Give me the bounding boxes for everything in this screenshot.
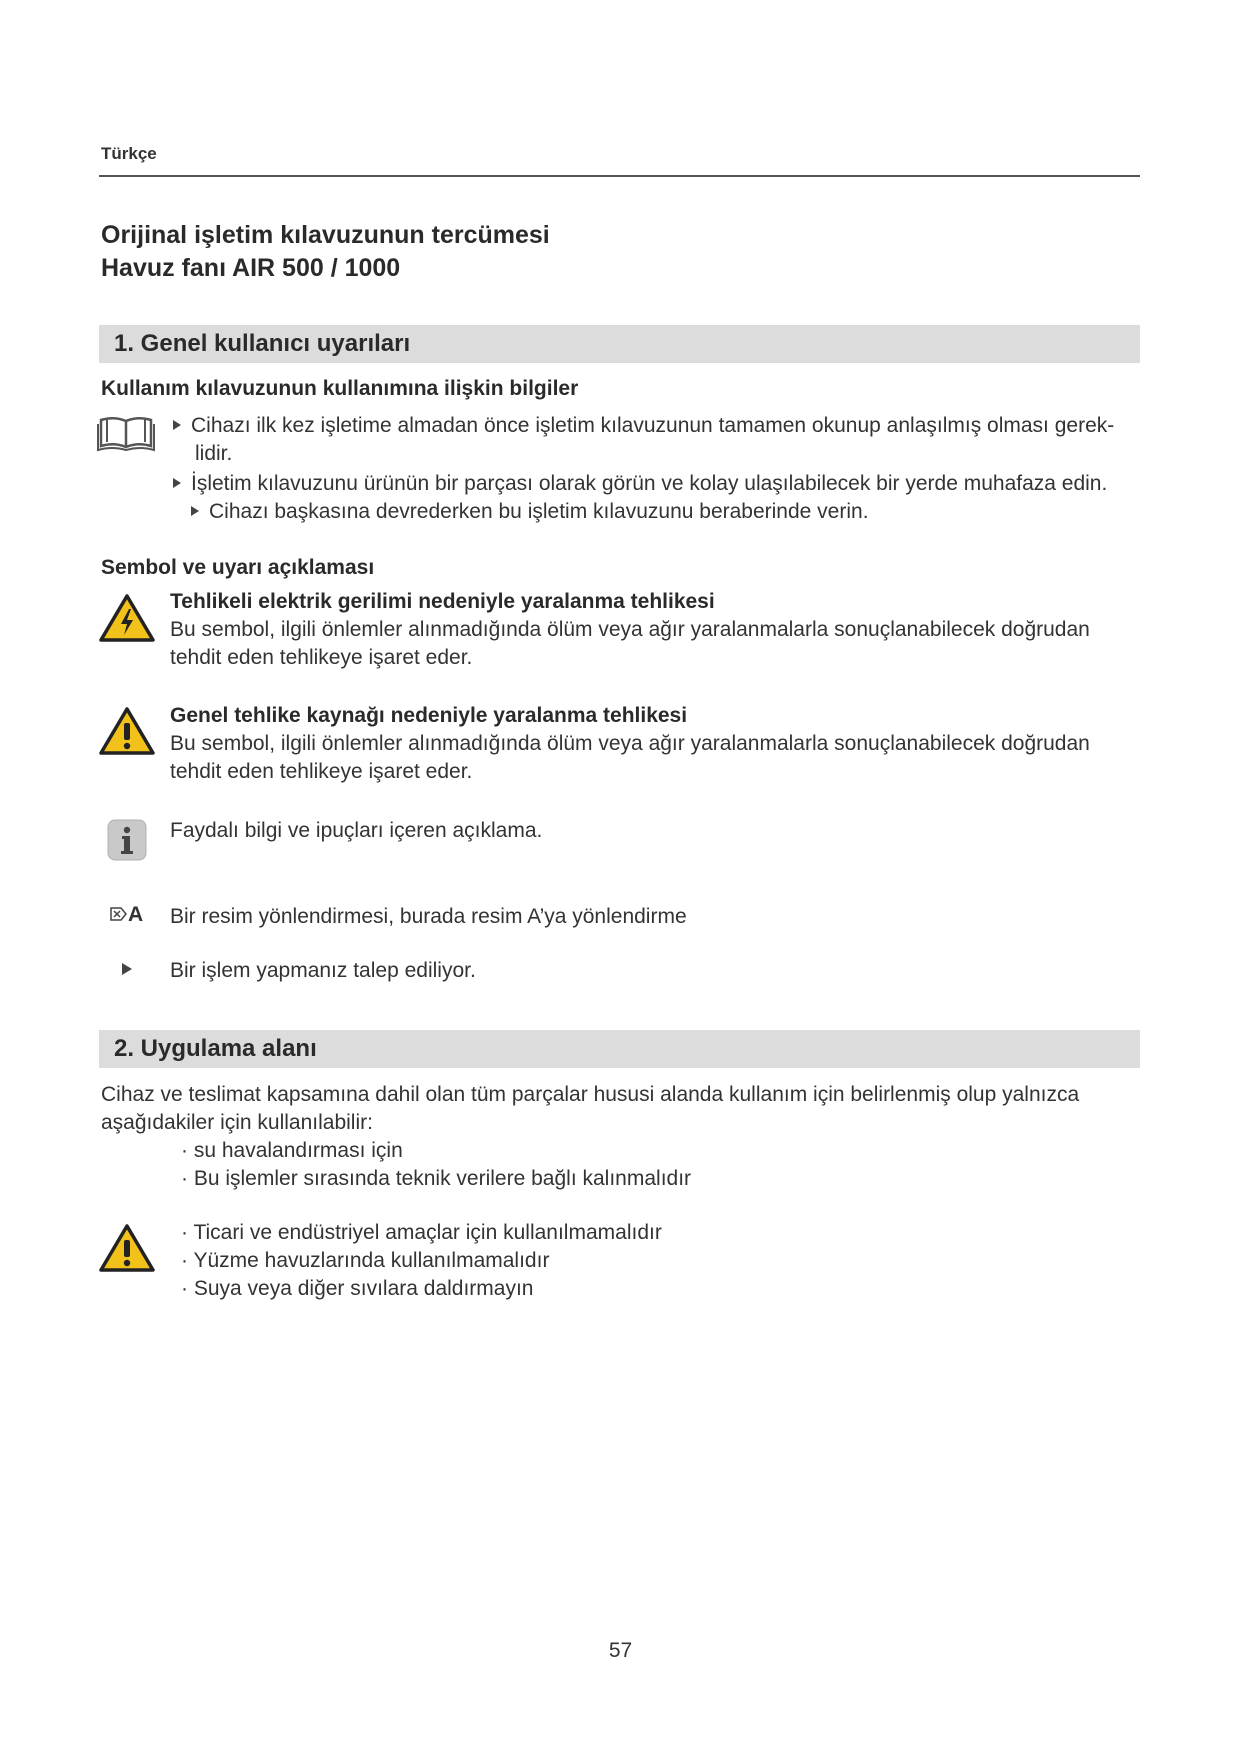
bullet-arrow-icon	[173, 420, 181, 430]
bullet-list	[173, 412, 1114, 526]
general-warning-title: Genel tehlike kaynağı nedeniyle yaralanma tehlikesi	[170, 704, 688, 727]
language-label: Türkçe	[101, 144, 157, 163]
document-title	[101, 219, 550, 285]
electric-warning-text: Bu sembol, ilgili önlemler alınmadığında ölüm veya ağır yaralanmalarla sonuçlanabilecek doğrudan	[170, 618, 1090, 641]
bullet-arrow-icon	[173, 478, 181, 488]
list-item: · Bu işlemler sırasında teknik verilere bağlı kalınmalıdır	[181, 1167, 692, 1190]
figure-reference-marker	[110, 903, 143, 927]
general-warning-text-2: tehdit eden tehlikeye işaret eder.	[170, 760, 473, 783]
intro-line-2: aşağıdakiler için kullanılabilir:	[101, 1111, 373, 1134]
application-intro	[101, 1081, 1079, 1137]
action-text: Bir işlem yapmanız talep ediliyor.	[170, 959, 476, 982]
header-rule	[99, 175, 1140, 177]
list-item: İşletim kılavuzunu ürünün bir parçası olarak görün ve kolay ulaşılabilecek bir yerde muhafaza edin.	[173, 470, 1114, 498]
bullet-arrow-icon	[191, 506, 199, 516]
general-warning-icon	[98, 706, 156, 756]
general-warning-text: Bu sembol, ilgili önlemler alınmadığında ölüm veya ağır yaralanmalarla sonuçlanabilecek doğrudan	[170, 732, 1090, 755]
intro-line-1: Cihaz ve teslimat kapsamına dahil olan tüm parçalar hususi alanda kullanım için belirlenmiş olup yalnızca	[101, 1083, 1080, 1106]
allowed-uses-list	[181, 1137, 691, 1193]
title-line-2: Havuz fanı AIR 500 / 1000	[101, 254, 401, 282]
general-warning-block	[170, 702, 1090, 786]
title-line-1: Orijinal işletim kılavuzunun tercümesi	[101, 221, 550, 249]
info-text: Faydalı bilgi ve ipuçları içeren açıklama.	[170, 819, 543, 842]
list-item: · su havalandırması için	[181, 1139, 403, 1162]
action-arrow-icon	[122, 963, 132, 975]
list-item: Cihazı başkasına devrederken bu işletim kılavuzunu beraberinde verin.	[173, 498, 1114, 526]
list-item: Cihazı ilk kez işletime almadan önce işletim kılavuzunun tamamen okunup anlaşılmış olması gerek-	[173, 412, 1114, 440]
electric-warning-title: Tehlikeli elektrik gerilimi nedeniyle yaralanma tehlikesi	[170, 590, 715, 613]
page-number: 57	[608, 1639, 633, 1662]
list-item: · Yüzme havuzlarında kullanılmamalıdır	[181, 1249, 550, 1272]
symbols-subheading: Sembol ve uyarı açıklaması	[101, 556, 375, 579]
forbidden-uses-list	[181, 1219, 662, 1303]
electric-warning-text-2: tehdit eden tehlikeye işaret eder.	[170, 646, 473, 669]
info-icon	[106, 818, 148, 862]
warning-icon	[98, 1223, 156, 1273]
list-item: · Suya veya diğer sıvılara daldırmayın	[181, 1277, 534, 1300]
figure-reference-icon	[110, 906, 128, 922]
figure-reference-text: Bir resim yönlendirmesi, burada resim A’ya yönlendirme	[170, 905, 687, 928]
manual-usage-subheading: Kullanım kılavuzunun kullanımına ilişkin bilgiler	[101, 377, 579, 400]
list-item: · Ticari ve endüstriyel amaçlar için kullanılmamalıdır	[181, 1221, 662, 1244]
book-icon	[97, 412, 155, 452]
electric-warning-icon	[98, 593, 156, 643]
section-2-heading: 2. Uygulama alanı	[99, 1030, 1140, 1068]
section-1-heading: 1. Genel kullanıcı uyarıları	[99, 325, 1140, 363]
list-item-continuation: lidir.	[195, 442, 233, 465]
figure-reference-label: A	[128, 903, 144, 926]
electric-warning-block	[170, 588, 1090, 672]
